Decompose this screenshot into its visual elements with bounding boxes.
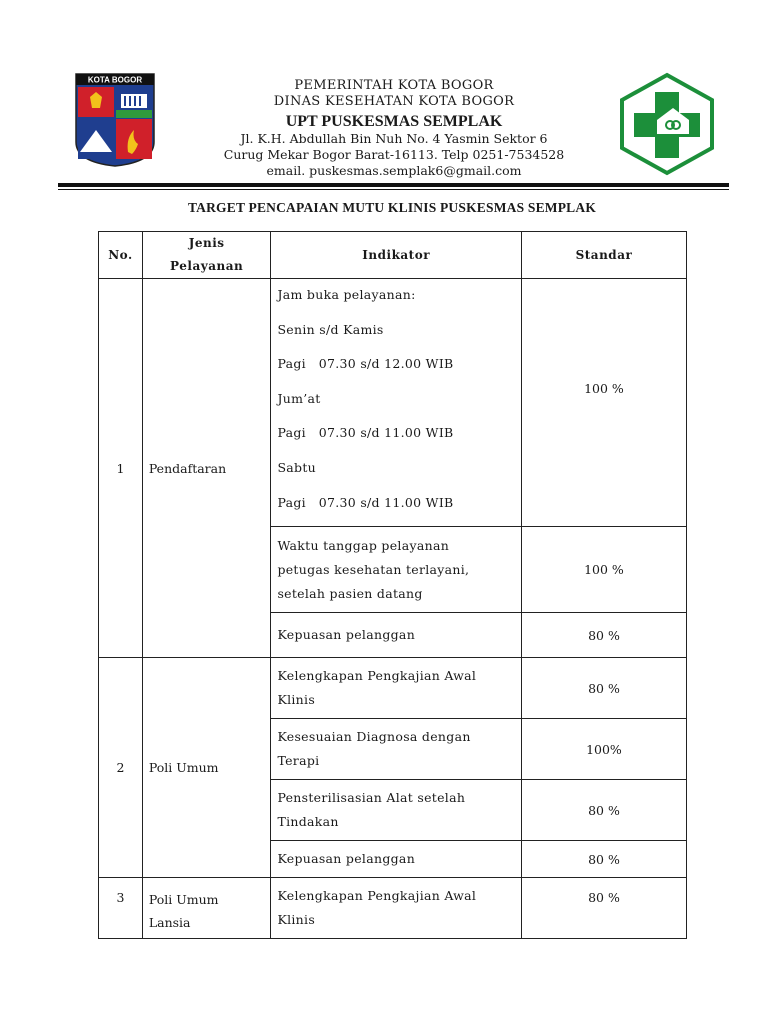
puskesmas-logo bbox=[617, 72, 717, 176]
header-divider-thick bbox=[58, 183, 729, 187]
indicator-cell bbox=[271, 527, 521, 613]
row-number: 1 bbox=[99, 279, 143, 658]
document-title: TARGET PENCAPAIAN MUTU KLINIS PUSKESMAS SEMPLAK bbox=[187, 200, 597, 215]
table-row bbox=[99, 878, 687, 939]
schedule-line: Pagi 07.30 s/d 11.00 WIB bbox=[277, 494, 454, 510]
indicator-cell bbox=[271, 841, 521, 878]
table-row bbox=[99, 279, 687, 527]
indicator-line: Kelengkapan Pengkajian Awal bbox=[277, 668, 477, 684]
email-address: email. puskesmas.semplak6@gmail.com bbox=[266, 163, 522, 178]
service-type-line2: Lansia bbox=[148, 915, 191, 931]
indicator-line: Tindakan bbox=[277, 814, 339, 830]
department-name: DINAS KESEHATAN KOTA BOGOR bbox=[273, 94, 515, 109]
header-jenis-line2: Pelayanan bbox=[170, 259, 244, 273]
standard-value: 80 % bbox=[521, 658, 686, 719]
indicator-cell bbox=[271, 780, 521, 841]
indicator-cell bbox=[271, 658, 521, 719]
header-jenis-pelayanan bbox=[142, 232, 271, 279]
letterhead bbox=[180, 78, 608, 179]
standard-value: 80 % bbox=[521, 613, 686, 658]
indicator-line: Kelengkapan Pengkajian Awal bbox=[277, 888, 477, 904]
quality-target-table bbox=[98, 231, 687, 939]
header-jenis-line1: Jenis bbox=[188, 236, 225, 250]
indicator-cell bbox=[271, 279, 521, 527]
indicator-line: Kepuasan pelanggan bbox=[277, 851, 416, 867]
indicator-line: Klinis bbox=[277, 912, 316, 928]
service-type-line1: Poli Umum bbox=[148, 892, 219, 908]
government-name: PEMERINTAH KOTA BOGOR bbox=[294, 78, 494, 93]
header-divider-thin bbox=[58, 189, 729, 190]
indicator-cell bbox=[271, 613, 521, 658]
indicator-line: Terapi bbox=[277, 753, 320, 769]
address-line-1: Jl. K.H. Abdullah Bin Nuh No. 4 Yasmin Sektor 6 bbox=[240, 131, 548, 146]
indicator-line: petugas kesehatan terlayani, bbox=[277, 561, 470, 577]
standard-value: 100% bbox=[521, 719, 686, 780]
indicator-cell bbox=[271, 719, 521, 780]
standard-value: 100 % bbox=[521, 279, 686, 527]
table-row bbox=[99, 658, 687, 719]
schedule-line: Jum’at bbox=[277, 390, 321, 406]
indicator-line: Waktu tanggap pelayanan bbox=[277, 537, 450, 553]
standard-value: 100 % bbox=[521, 527, 686, 613]
service-type: Pendaftaran bbox=[142, 279, 271, 658]
kota-bogor-emblem bbox=[74, 72, 156, 168]
indicator-line: setelah pasien datang bbox=[277, 585, 423, 601]
table-header-row bbox=[99, 232, 687, 279]
emblem-label: KOTA BOGOR bbox=[87, 75, 143, 85]
institution-name: UPT PUSKESMAS SEMPLAK bbox=[285, 113, 503, 130]
service-type: Poli Umum bbox=[142, 658, 271, 878]
indicator-cell bbox=[271, 878, 521, 939]
schedule-line: Jam buka pelayanan: bbox=[277, 287, 416, 302]
row-number: 3 bbox=[99, 878, 143, 939]
schedule-line: Senin s/d Kamis bbox=[277, 321, 384, 337]
indicator-line: Pensterilisasian Alat setelah bbox=[277, 790, 466, 806]
indicator-line: Kepuasan pelanggan bbox=[277, 627, 416, 643]
schedule-line: Pagi 07.30 s/d 12.00 WIB bbox=[277, 356, 454, 372]
header-no: No. bbox=[99, 232, 143, 279]
header-indikator: Indikator bbox=[271, 232, 521, 279]
indicator-line: Klinis bbox=[277, 692, 316, 708]
schedule-line: Sabtu bbox=[277, 459, 317, 475]
schedule-line: Pagi 07.30 s/d 11.00 WIB bbox=[277, 425, 454, 441]
standard-value: 80 % bbox=[521, 780, 686, 841]
indicator-line: Kesesuaian Diagnosa dengan bbox=[277, 729, 471, 745]
standard-value: 80 % bbox=[521, 878, 686, 939]
service-type bbox=[142, 878, 271, 939]
row-number: 2 bbox=[99, 658, 143, 878]
standard-value: 80 % bbox=[521, 841, 686, 878]
header-standar: Standar bbox=[521, 232, 686, 279]
address-line-2: Curug Mekar Bogor Barat-16113. Telp 0251-7534528 bbox=[223, 147, 565, 162]
